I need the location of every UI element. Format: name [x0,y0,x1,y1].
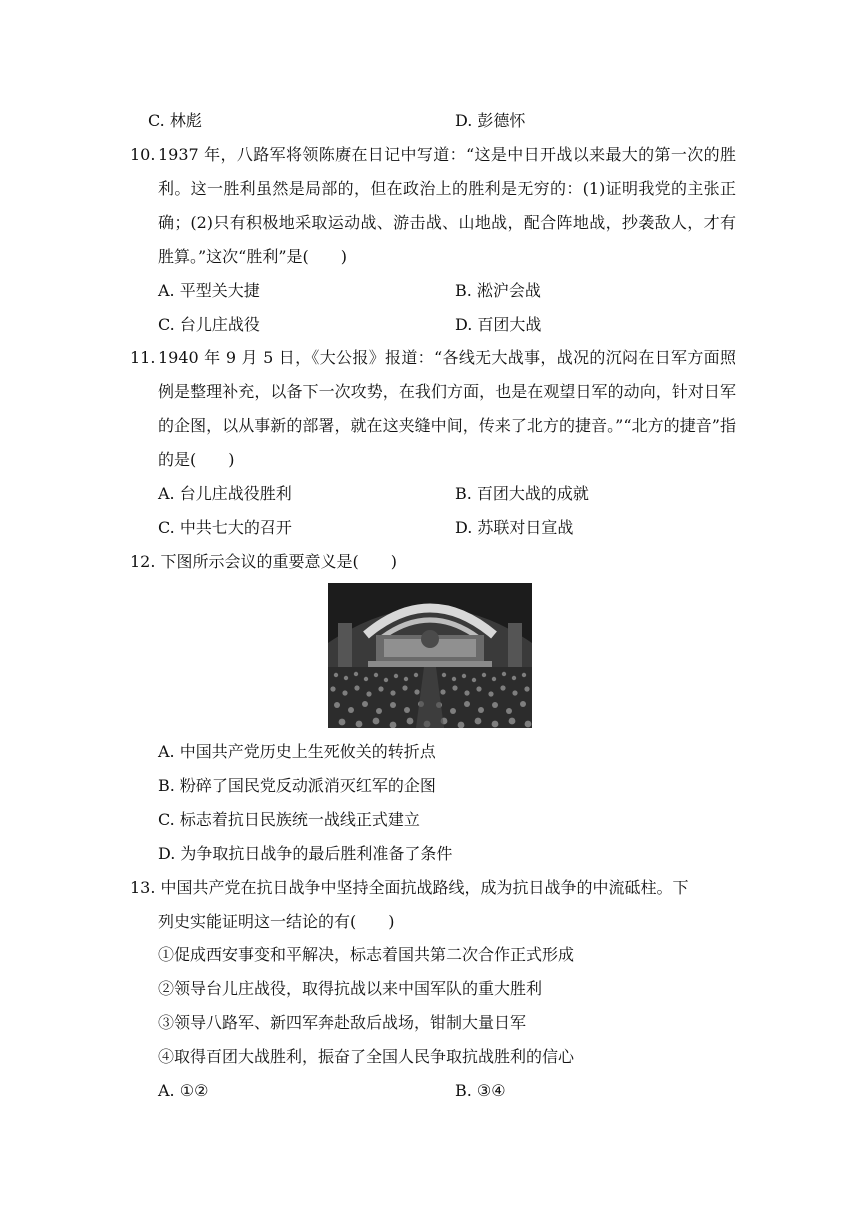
q10-stem: 1937 年，八路军将领陈赓在日记中写道：“这是中日开战以来最大的第一次的胜利。这一胜利虽然是局部的，但在政治上的胜利是无穷的：(1)证明我党的主张正确；(2)只有积极地采取运动战、游击战、山地战，配合阵地战，抄袭敌人，才有胜算。”这次“胜利”是( ) [158,145,736,266]
q12-option-d: D. 为争取抗日战争的最后胜利准备了条件 [158,844,453,863]
q12-option-b: B. 粉碎了国民党反动派消灭红军的企图 [158,776,436,795]
q13-item-3: ③领导八路军、新四军奔赴敌后战场，钳制大量日军 [158,1013,527,1032]
q13-option-a: A. ①② [158,1081,209,1100]
q11-stem: 1940 年 9 月 5 日，《大公报》报道：“各线无大战事，战况的沉闷在日军方面照例是整理补充，以备下一次攻势，在我们方面，也是在观望日军的动向，针对日军的企图，以从事新的部署，就在这夹缝中间，传来了北方的捷音。”“北方的捷音”指的是( ) [158,348,736,469]
q11-option-d: D. 苏联对日宣战 [455,518,574,537]
q12-option-a: A. 中国共产党历史上生死攸关的转折点 [158,742,436,761]
q13-stem-line2: 列史实能证明这一结论的有( ) [158,912,395,931]
q13-stem-line1: 13. 中国共产党在抗日战争中坚持全面抗战路线，成为抗日战争的中流砥柱。下 [130,878,689,897]
q9-option-d: D. 彭德怀 [455,111,526,130]
q11-number: 11. [130,348,156,367]
meeting-photo [328,583,532,728]
q12-option-c: C. 标志着抗日民族统一战线正式建立 [158,810,420,829]
q13-item-2: ②领导台儿庄战役，取得抗战以来中国军队的重大胜利 [158,979,543,998]
q11-option-c: C. 中共七大的召开 [158,518,292,537]
q9-option-c: C. 林彪 [148,111,202,130]
q10-option-a: A. 平型关大捷 [158,281,260,300]
q10-number: 10. [130,145,156,164]
q11-option-a: A. 台儿庄战役胜利 [158,484,292,503]
q10-option-d: D. 百团大战 [455,315,542,334]
q13-item-4: ④取得百团大战胜利，振奋了全国人民争取抗战胜利的信心 [158,1047,575,1066]
q12-stem: 12. 下图所示会议的重要意义是( ) [130,552,398,571]
q13-option-b: B. ③④ [455,1081,506,1100]
q10-option-c: C. 台儿庄战役 [158,315,260,334]
q10-option-b: B. 淞沪会战 [455,281,541,300]
q13-item-1: ①促成西安事变和平解决，标志着国共第二次合作正式形成 [158,945,575,964]
q11-option-b: B. 百团大战的成就 [455,484,589,503]
